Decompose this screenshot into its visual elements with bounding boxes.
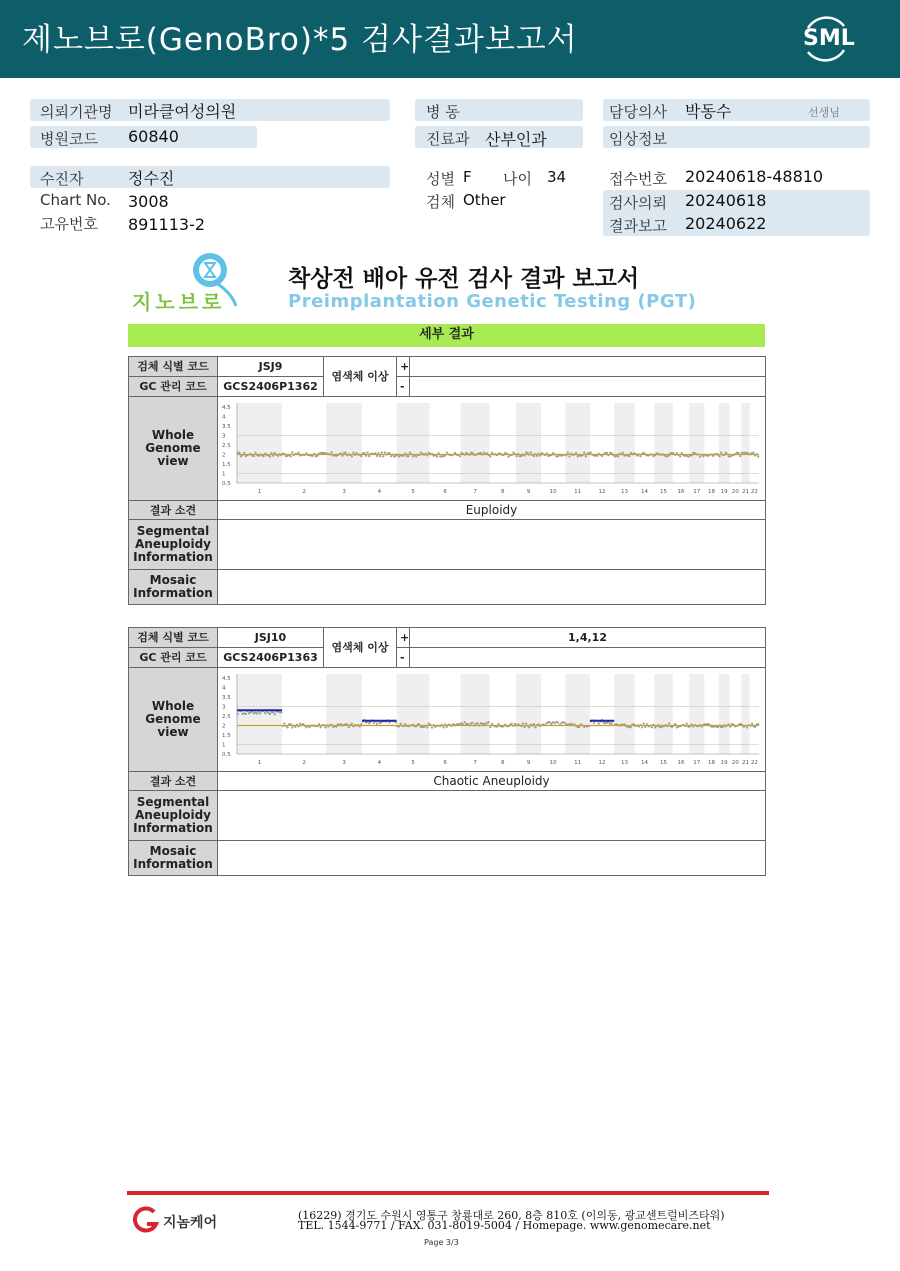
x-tick-label: 7: [472, 760, 477, 766]
x-tick-label: 16: [677, 489, 684, 495]
ward-label: 병 동: [426, 103, 460, 121]
gain-sign: +: [397, 628, 410, 648]
sex-label: 성별: [426, 170, 455, 188]
data-point: [297, 452, 299, 454]
gain-value: 1,4,12: [410, 628, 766, 648]
chart-value: 3008: [128, 192, 169, 211]
genobro-brand: 지노브로: [132, 290, 226, 314]
chrom-band: [565, 403, 590, 483]
data-point: [264, 712, 266, 714]
data-point: [445, 451, 447, 453]
data-point: [289, 455, 291, 457]
data-point: [404, 723, 406, 725]
data-point: [430, 726, 432, 728]
data-point: [679, 455, 681, 457]
x-tick-label: 14: [640, 489, 648, 495]
x-tick-label: 13: [620, 489, 628, 495]
patient-row: [30, 166, 390, 188]
gc-code-label: GC 관리 코드: [129, 648, 218, 668]
data-point: [574, 452, 576, 454]
data-point: [750, 723, 752, 725]
sample-code-value: JSJ10: [218, 628, 324, 648]
genome-plot-1: [219, 397, 765, 497]
x-tick-label: 22: [750, 760, 758, 766]
sample-code-label: 검체 식별 코드: [129, 628, 218, 648]
sample-code-label: 검체 식별 코드: [129, 357, 218, 377]
institution-label: 의뢰기관명: [40, 103, 113, 121]
data-point: [568, 455, 570, 457]
data-point: [642, 723, 644, 725]
data-point: [268, 713, 270, 715]
data-point: [435, 455, 437, 457]
x-tick-label: 20: [731, 760, 739, 766]
age-label: 나이: [503, 170, 532, 188]
data-point: [286, 726, 288, 728]
x-tick-label: 9: [526, 489, 530, 495]
chrom-band: [396, 674, 429, 754]
data-point: [330, 451, 332, 453]
y-tick-label: 4.5: [221, 405, 231, 411]
x-tick-label: 3: [341, 760, 346, 766]
clinical-label: 임상정보: [609, 130, 667, 148]
chrom-band: [515, 674, 540, 754]
dept-value: 산부인과: [485, 130, 547, 149]
finding-label: 결과 소견: [129, 501, 218, 520]
data-point: [746, 726, 748, 728]
data-point: [757, 455, 759, 457]
x-tick-label: 5: [410, 760, 415, 766]
data-point: [597, 722, 599, 724]
data-point: [672, 452, 674, 454]
data-point: [372, 722, 374, 724]
data-point: [471, 722, 473, 724]
x-tick-label: 12: [598, 760, 605, 766]
y-tick-label: 4: [221, 685, 225, 692]
data-point: [526, 452, 528, 454]
data-point: [610, 722, 612, 724]
hospital-code-value: 60840: [128, 127, 179, 146]
data-point: [366, 451, 368, 453]
x-tick-label: 16: [677, 760, 684, 766]
specimen-value: Other: [463, 191, 506, 209]
x-tick-label: 18: [707, 760, 715, 766]
data-point: [556, 722, 558, 724]
receipt-value: 20240618-48810: [685, 167, 824, 186]
data-point: [302, 723, 304, 725]
data-point: [280, 711, 282, 713]
mosaic-label: Mosaic Information: [129, 841, 218, 876]
data-point: [270, 452, 272, 454]
data-point: [578, 726, 580, 728]
chrom-band: [460, 674, 489, 754]
data-point: [243, 452, 245, 454]
data-point: [667, 722, 669, 724]
chrom-band: [654, 674, 673, 754]
data-point: [360, 455, 362, 457]
data-point: [363, 452, 365, 454]
data-point: [489, 726, 491, 728]
x-tick-label: 2: [301, 489, 306, 495]
data-point: [752, 451, 754, 453]
doctor-value: 박동수: [685, 102, 732, 121]
chrom-band: [326, 674, 362, 754]
data-point: [644, 726, 646, 728]
data-point: [487, 721, 489, 723]
receipt-label: 접수번호: [609, 170, 667, 188]
loss-value: [410, 377, 766, 397]
data-point: [476, 722, 478, 724]
data-point: [291, 726, 293, 728]
data-point: [375, 723, 377, 725]
footer-company: 지놈케어: [163, 1215, 218, 1231]
data-point: [589, 451, 591, 453]
chrom-band: [614, 403, 635, 483]
x-tick-label: 19: [720, 489, 728, 495]
data-point: [724, 452, 726, 454]
data-point: [528, 726, 530, 728]
data-point: [523, 726, 525, 728]
data-point: [621, 452, 623, 454]
x-tick-label: 2: [301, 760, 306, 766]
report-date-label: 결과보고: [609, 217, 667, 235]
doctor-label: 담당의사: [609, 103, 667, 121]
loss-value: [410, 648, 766, 668]
y-tick-label: 3.5: [221, 424, 231, 430]
genome-plot-2: [219, 668, 765, 768]
data-point: [350, 455, 352, 457]
data-point: [291, 451, 293, 453]
x-tick-label: 1: [257, 760, 261, 766]
x-tick-label: 14: [640, 760, 648, 766]
data-point: [268, 455, 270, 457]
data-point: [529, 451, 531, 453]
data-point: [489, 455, 491, 457]
chrom-band: [565, 674, 590, 754]
data-point: [426, 726, 428, 728]
data-point: [563, 722, 565, 724]
data-point: [629, 726, 631, 728]
data-point: [344, 451, 346, 453]
data-point: [379, 455, 381, 457]
dept-label: 진료과: [426, 130, 470, 148]
data-point: [272, 711, 274, 713]
report-subtitle: Preimplantation Genetic Testing (PGT): [288, 291, 697, 312]
y-tick-label: 2: [221, 452, 225, 459]
wgv-label: Whole Genome view: [129, 668, 218, 772]
genome-plot-cell: [218, 397, 766, 501]
y-tick-label: 0.5: [221, 752, 231, 758]
y-tick-label: 1: [221, 742, 225, 749]
data-point: [641, 726, 643, 728]
patient-label: 수진자: [40, 170, 84, 188]
y-tick-label: 4.5: [221, 676, 231, 682]
data-point: [566, 451, 568, 453]
data-point: [453, 452, 455, 454]
data-point: [252, 455, 254, 457]
x-tick-label: 8: [500, 489, 504, 495]
x-tick-label: 6: [442, 760, 447, 766]
wgv-label: Whole Genome view: [129, 397, 218, 501]
x-tick-label: 9: [526, 760, 530, 766]
data-point: [408, 452, 410, 454]
footer-contact: TEL. 1544-9771 / FAX. 031-8019-5004 / Homepage. www.genomecare.net: [298, 1219, 711, 1232]
data-point: [352, 452, 354, 454]
x-tick-label: 21: [741, 489, 749, 495]
data-point: [628, 455, 630, 457]
x-tick-label: 10: [549, 489, 557, 495]
data-point: [380, 451, 382, 453]
chrom-band: [718, 403, 729, 483]
data-point: [383, 451, 385, 453]
y-tick-label: 3.5: [221, 695, 231, 701]
hospital-code-label: 병원코드: [40, 130, 98, 148]
data-point: [254, 452, 256, 454]
request-label: 검사의뢰: [609, 194, 667, 212]
finding-value: Euploidy: [218, 501, 766, 520]
x-tick-label: 11: [573, 489, 581, 495]
segmental-label: Segmental Aneuploidy Information: [129, 520, 218, 570]
id-label: 고유번호: [40, 215, 98, 233]
data-point: [259, 712, 261, 714]
chrom-band: [741, 403, 750, 483]
header-bar: [0, 0, 900, 78]
x-tick-label: 19: [720, 760, 728, 766]
x-tick-label: 3: [341, 489, 346, 495]
y-tick-label: 1.5: [221, 733, 231, 739]
segmental-label: Segmental Aneuploidy Information: [129, 791, 218, 841]
x-tick-label: 8: [500, 760, 504, 766]
data-point: [532, 455, 534, 457]
data-point: [244, 713, 246, 715]
x-tick-label: 5: [410, 489, 415, 495]
x-tick-label: 18: [707, 489, 715, 495]
data-point: [720, 452, 722, 454]
request-value: 20240618: [685, 191, 767, 210]
mosaic-label: Mosaic Information: [129, 570, 218, 605]
footer-address: (16229) 경기도 수원시 영통구 창룡대로 260, 8층 810호 (이의동, 광교센트럴비즈타워): [298, 1209, 725, 1222]
x-tick-label: 21: [741, 760, 749, 766]
data-point: [256, 712, 258, 714]
y-tick-label: 1.5: [221, 462, 231, 468]
chrom-band: [689, 674, 704, 754]
data-point: [382, 455, 384, 457]
specimen-label: 검체: [426, 193, 455, 211]
chart-label: Chart No.: [40, 191, 111, 209]
chrom-abn-label: 염색체 이상: [324, 628, 397, 668]
data-point: [583, 451, 585, 453]
data-point: [324, 726, 326, 728]
data-point: [639, 455, 641, 457]
finding-label: 결과 소견: [129, 772, 218, 791]
page-number: Page 3/3: [424, 1238, 459, 1247]
x-tick-label: 6: [442, 489, 447, 495]
data-point: [415, 455, 417, 457]
result-table-1: [128, 356, 766, 605]
report-date-value: 20240622: [685, 214, 767, 233]
chrom-band: [396, 403, 429, 483]
data-point: [399, 723, 401, 725]
y-tick-label: 1: [221, 471, 225, 478]
x-tick-label: 7: [472, 489, 477, 495]
data-point: [616, 455, 618, 457]
y-tick-label: 2.5: [221, 443, 231, 449]
data-point: [262, 455, 264, 457]
x-tick-label: 4: [377, 489, 381, 495]
data-point: [698, 455, 700, 457]
chrom-band: [515, 403, 540, 483]
data-point: [685, 723, 687, 725]
section-title: 세부 결과: [128, 324, 765, 347]
x-tick-label: 20: [731, 489, 739, 495]
data-point: [515, 455, 517, 457]
data-point: [721, 726, 723, 728]
data-point: [757, 723, 759, 725]
data-point: [718, 455, 720, 457]
y-tick-label: 2.5: [221, 714, 231, 720]
id-value: 891113-2: [128, 215, 206, 234]
chrom-band: [689, 403, 704, 483]
chrom-abn-label: 염색체 이상: [324, 357, 397, 397]
sml-logo-text: SML: [803, 26, 855, 51]
y-tick-label: 0.5: [221, 481, 231, 487]
x-tick-label: 11: [573, 760, 581, 766]
data-point: [347, 726, 349, 728]
institution-value: 미라클여성의원: [128, 102, 237, 121]
chrom-band: [614, 674, 635, 754]
result-table-2: [128, 627, 766, 876]
chrom-band: [654, 403, 673, 483]
data-point: [283, 722, 285, 724]
x-tick-label: 15: [659, 760, 667, 766]
chrom-band: [741, 674, 750, 754]
data-point: [442, 726, 444, 728]
segmental-value: [218, 520, 766, 570]
gc-code-value: GCS2406P1362: [218, 377, 324, 397]
report-title: 착상전 배아 유전 검사 결과 보고서: [288, 266, 640, 292]
data-point: [490, 723, 492, 725]
chrom-band: [237, 403, 282, 483]
data-point: [605, 452, 607, 454]
x-tick-label: 1: [257, 489, 261, 495]
x-tick-label: 13: [620, 760, 628, 766]
gc-code-label: GC 관리 코드: [129, 377, 218, 397]
data-point: [238, 452, 240, 454]
x-tick-label: 10: [549, 760, 557, 766]
sample-code-value: JSJ9: [218, 357, 324, 377]
data-point: [458, 455, 460, 457]
segmental-value: [218, 791, 766, 841]
data-point: [273, 713, 275, 715]
data-point: [525, 723, 527, 725]
x-tick-label: 12: [598, 489, 605, 495]
doctor-suffix: 선생님: [808, 106, 840, 119]
data-point: [350, 723, 352, 725]
y-tick-label: 3: [221, 433, 225, 440]
finding-value: Chaotic Aneuploidy: [218, 772, 766, 791]
genome-plot-cell: [218, 668, 766, 772]
x-tick-label: 17: [692, 760, 700, 766]
loss-sign: -: [397, 377, 410, 397]
footer-divider: [127, 1191, 769, 1195]
data-point: [510, 722, 512, 724]
data-point: [550, 723, 552, 725]
data-point: [479, 452, 481, 454]
chrom-band: [460, 403, 489, 483]
data-point: [463, 721, 465, 723]
data-point: [490, 452, 492, 454]
data-point: [650, 726, 652, 728]
data-point: [739, 455, 741, 457]
sex-value: F: [463, 168, 472, 186]
data-point: [584, 455, 586, 457]
mosaic-value: [218, 570, 766, 605]
data-point: [236, 713, 238, 715]
age-value: 34: [547, 168, 567, 186]
data-point: [592, 722, 594, 724]
y-tick-label: 3: [221, 704, 225, 711]
data-point: [368, 455, 370, 457]
patient-value: 정수진: [128, 169, 175, 188]
x-tick-label: 22: [750, 489, 758, 495]
gc-code-value: GCS2406P1363: [218, 648, 324, 668]
data-point: [407, 455, 409, 457]
chrom-band: [326, 403, 362, 483]
data-point: [319, 726, 321, 728]
data-point: [534, 726, 536, 728]
x-tick-label: 4: [377, 760, 381, 766]
chrom-band: [718, 674, 729, 754]
mosaic-value: [218, 841, 766, 876]
gain-value: [410, 357, 766, 377]
data-point: [521, 722, 523, 724]
gain-sign: +: [397, 357, 410, 377]
loss-sign: -: [397, 648, 410, 668]
y-tick-label: 2: [221, 723, 225, 730]
x-tick-label: 15: [659, 489, 667, 495]
y-tick-label: 4: [221, 414, 225, 421]
x-tick-label: 17: [692, 489, 700, 495]
data-point: [642, 452, 644, 454]
page-title: 제노브로(GenoBro)*5 검사결과보고서: [22, 22, 578, 58]
data-point: [513, 723, 515, 725]
genomecare-logo-icon: [132, 1206, 162, 1234]
